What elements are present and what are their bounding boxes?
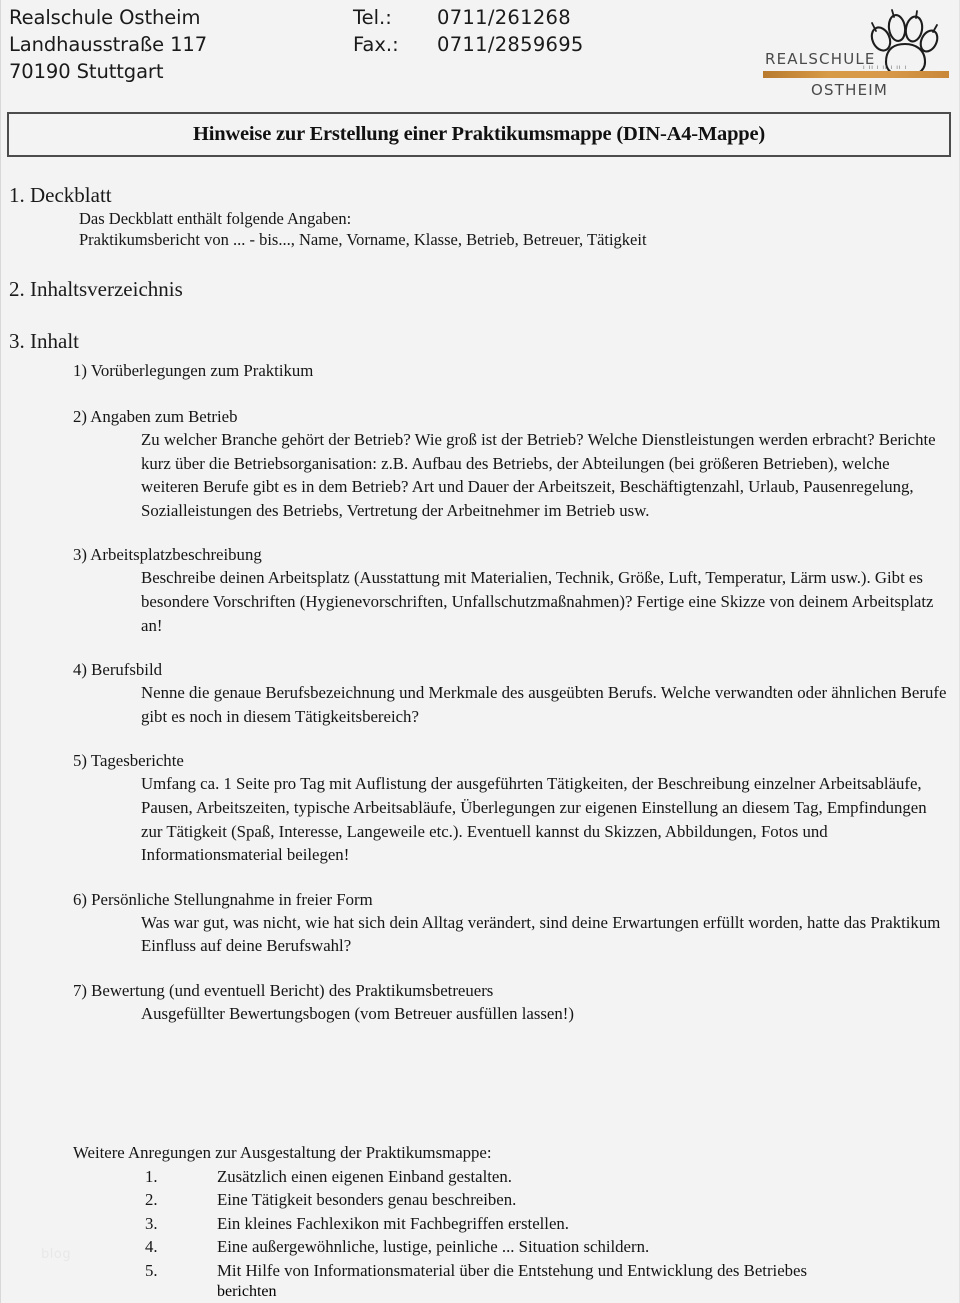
school-city: 70190 Stuttgart [9, 60, 164, 83]
letterhead-header [1, 0, 959, 108]
page-title: Hinweise zur Erstellung einer Praktikumsmappe (DIN-A4-Mappe) [192, 123, 766, 145]
school-logo [763, 2, 949, 102]
watermark: blog [41, 1247, 72, 1262]
logo-accent-bar [763, 71, 949, 78]
list-item-number: 5. [145, 1260, 158, 1280]
list-item [73, 1165, 949, 1189]
subsection-title: 5) Tagesberichte [73, 751, 184, 771]
subsection-7 [1, 980, 960, 1026]
list-item [73, 1259, 949, 1283]
fax-row [353, 31, 584, 58]
list-item-text: Eine außergewöhnliche, lustige, peinliche ... Situation schildern. [217, 1237, 650, 1257]
subsection-5 [1, 750, 960, 866]
section-heading-3: 3. Inhalt [9, 329, 79, 353]
subsection-6 [1, 889, 960, 958]
fax-value: 0711/2859695 [437, 33, 584, 56]
section-body-line: Praktikumsbericht von ... - bis..., Name, Vorname, Klasse, Betrieb, Betreuer, Tätigkeit [79, 230, 647, 249]
subsection-body: Ausgefüllter Bewertungsbogen (vom Betreuer ausfüllen lassen!) [141, 1003, 574, 1023]
subsection-1 [1, 360, 960, 382]
subsection-body: Umfang ca. 1 Seite pro Tag mit Auflistung der ausgeführten Tätigkeiten, der Beschreibung einzelner Arbeitsabläufe, Pausen, Arbeitszeiten, typische Arbeitsabläufe, Überlegungen zur eigenen Einstellung an diesem Tag, Empfindungen zur Tätigkeit (Spaß, Interesse, Langeweile etc.). Eventuell kannst du Skizzen, Abbildungen, Fotos und Informationsmaterial beilegen! [141, 774, 927, 865]
school-address-block [9, 4, 207, 85]
subsection-4 [1, 659, 960, 728]
subsection-body: Beschreibe deinen Arbeitsplatz (Ausstattung mit Materialien, Technik, Größe, Luft, Temperatur, Lärm usw.). Gibt es besondere Vorschriften (Hygienevorschriften, Unfallschutzmaßnahmen)? Fertige eine Skizze von deinem Arbeitsplatz an! [141, 568, 934, 635]
list-item [73, 1235, 949, 1259]
telephone-label: Tel.: [353, 6, 392, 29]
list-item-text: Ein kleines Fachlexikon mit Fachbegriffen erstellen. [217, 1213, 569, 1233]
subsection-body: Was war gut, was nicht, wie hat sich dein Alltag verändert, sind deine Erwartungen erfüllt worden, hatte das Praktikum Einfluss auf deine Berufswahl? [141, 912, 941, 956]
school-street: Landhausstraße 117 [9, 33, 208, 56]
list-item-number: 3. [145, 1213, 158, 1233]
section-heading-2: 2. Inhaltsverzeichnis [9, 277, 183, 301]
telephone-row [353, 4, 584, 31]
list-item [73, 1212, 949, 1236]
logo-subtext: ı ıı ı ıı ı ıı ı [863, 64, 908, 71]
section-body-line: Das Deckblatt enthält folgende Angaben: [79, 209, 352, 228]
list-item-text: Zusätzlich einen eigenen Einband gestalten. [217, 1166, 512, 1186]
subsection-title: 4) Berufsbild [73, 660, 163, 680]
subsection-body: Zu welcher Branche gehört der Betrieb? Wie groß ist der Betrieb? Welche Dienstleistungen werden erbracht? Berichte kurz über die Betriebsorganisation: z.B. Aufbau des Betriebs, der Abteilungen (bei größeren Betrieben), welche weiteren Berufe gibt es in dem Betrieb? Art und Dauer der Arbeitszeit, Beschäftigtenzahl, Urlaub, Pausenregelung, Sozialleistungen des Betriebs, Vertretung der Arbeitnehmer im Betrieb usw. [141, 430, 936, 520]
list-item-number: 2. [145, 1190, 158, 1210]
subsection-title: 2) Angaben zum Betrieb [73, 407, 238, 426]
school-contact-block [353, 4, 584, 58]
telephone-value: 0711/261268 [437, 6, 571, 29]
subsection-title: 3) Arbeitsplatzbeschreibung [73, 545, 262, 565]
fax-label: Fax.: [353, 33, 399, 56]
list-item-number: 4. [145, 1237, 158, 1257]
suggestions-title: Weitere Anregungen zur Ausgestaltung der Praktikumsmappe: [73, 1143, 492, 1162]
list-item-number: 1. [145, 1166, 158, 1186]
list-item-text: Mit Hilfe von Informationsmaterial über die Entstehung und Entwicklung des Betriebes [217, 1260, 808, 1280]
subsection-body: Nenne die genaue Berufsbezeichnung und Merkmale des ausgeübten Berufs. Welche verwandten oder ähnlichen Berufe gibt es noch in diesem Tätigkeitsbereich? [141, 683, 947, 726]
section-heading-1: 1. Deckblatt [9, 183, 112, 207]
list-item-text: Eine Tätigkeit besonders genau beschreiben. [217, 1190, 517, 1210]
subsection-title: 7) Bewertung (und eventuell Bericht) des Praktikumsbetreuers [73, 980, 494, 1000]
subsection-title: 1) Vorüberlegungen zum Praktikum [73, 361, 314, 380]
list-item-continuation: berichten [217, 1282, 277, 1300]
document-body [1, 170, 960, 1026]
logo-line-ostheim: OSTHEIM [811, 81, 889, 99]
subsection-2 [1, 406, 960, 522]
logo-line-realschule: REALSCHULE [765, 50, 876, 68]
suggestions-block [1, 1141, 960, 1301]
list-item [73, 1188, 949, 1212]
subsection-title: 6) Persönliche Stellungnahme in freier Form [73, 889, 373, 909]
subsection-3 [1, 544, 960, 637]
school-name: Realschule Ostheim [9, 6, 201, 29]
document-title-box [7, 112, 951, 157]
